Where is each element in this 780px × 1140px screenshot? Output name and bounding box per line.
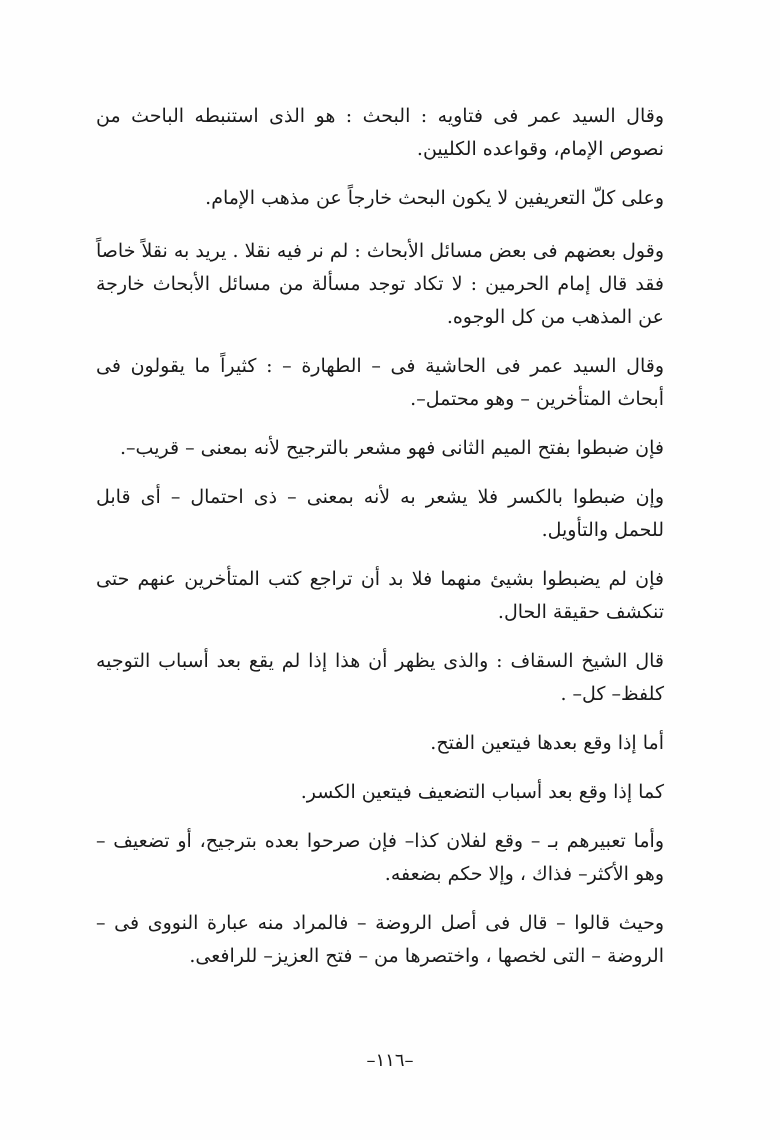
- paragraph-12: وحيث قالوا – قال فى أصل الروضة – فالمراد منه عبارة النووى فى – الروضة – التى لخصها ، واختصرها من – فتح العزيز– للرافعى.: [96, 912, 664, 967]
- paragraph-11: وأما تعبيرهم بـ – وقع لفلان كذا– فإن صرحوا بعده بترجيح، أو تضعيف – وهو الأكثر– فذاك ، وإلا حكم بضعفه.: [96, 830, 664, 885]
- paragraph-6: وإن ضبطوا بالكسر فلا يشعر به لأنه بمعنى – ذى احتمال – أى قابل للحمل والتأويل.: [96, 486, 664, 541]
- body-text: [96, 100, 664, 973]
- paragraph-7: فإن لم يضبطوا بشيئ منهما فلا بد أن تراجع كتب المتأخرين عنهم حتى تنكشف حقيقة الحال.: [96, 568, 664, 623]
- paragraph-5: فإن ضبطوا بفتح الميم الثانى فهو مشعر بالترجيح لأنه بمعنى – قريب–.: [120, 437, 664, 459]
- paragraph-1: وقال السيد عمر فى فتاويه : البحث : هو الذى استنبطه الباحث من نصوص الإمام، وقواعده الكليين.: [96, 105, 664, 160]
- paragraph-9: أما إذا وقع بعدها فيتعين الفتح.: [430, 732, 664, 754]
- paragraph-3: وقول بعضهم فى بعض مسائل الأبحاث : لم نر فيه نقلا . يريد به نقلاً خاصاً فقد قال إمام الحرمين : لا تكاد توجد مسألة من مسائل الأبحاث خارجة عن المذهب من كل الوجوه.: [96, 240, 664, 328]
- paragraph-8: قال الشيخ السقاف : والذى يظهر أن هذا إذا لم يقع بعد أسباب التوجيه كلفظ– كل– .: [96, 650, 664, 705]
- page-number: –١١٦–: [366, 1050, 414, 1071]
- paragraph-4: وقال السيد عمر فى الحاشية فى – الطهارة – : كثيراً ما يقولون فى أبحاث المتأخرين – وهو محتمل–.: [96, 355, 664, 410]
- paragraph-2: وعلى كلّ التعريفين لا يكون البحث خارجاً عن مذهب الإمام.: [205, 187, 664, 209]
- paragraph-10: كما إذا وقع بعد أسباب التضعيف فيتعين الكسر.: [300, 781, 664, 803]
